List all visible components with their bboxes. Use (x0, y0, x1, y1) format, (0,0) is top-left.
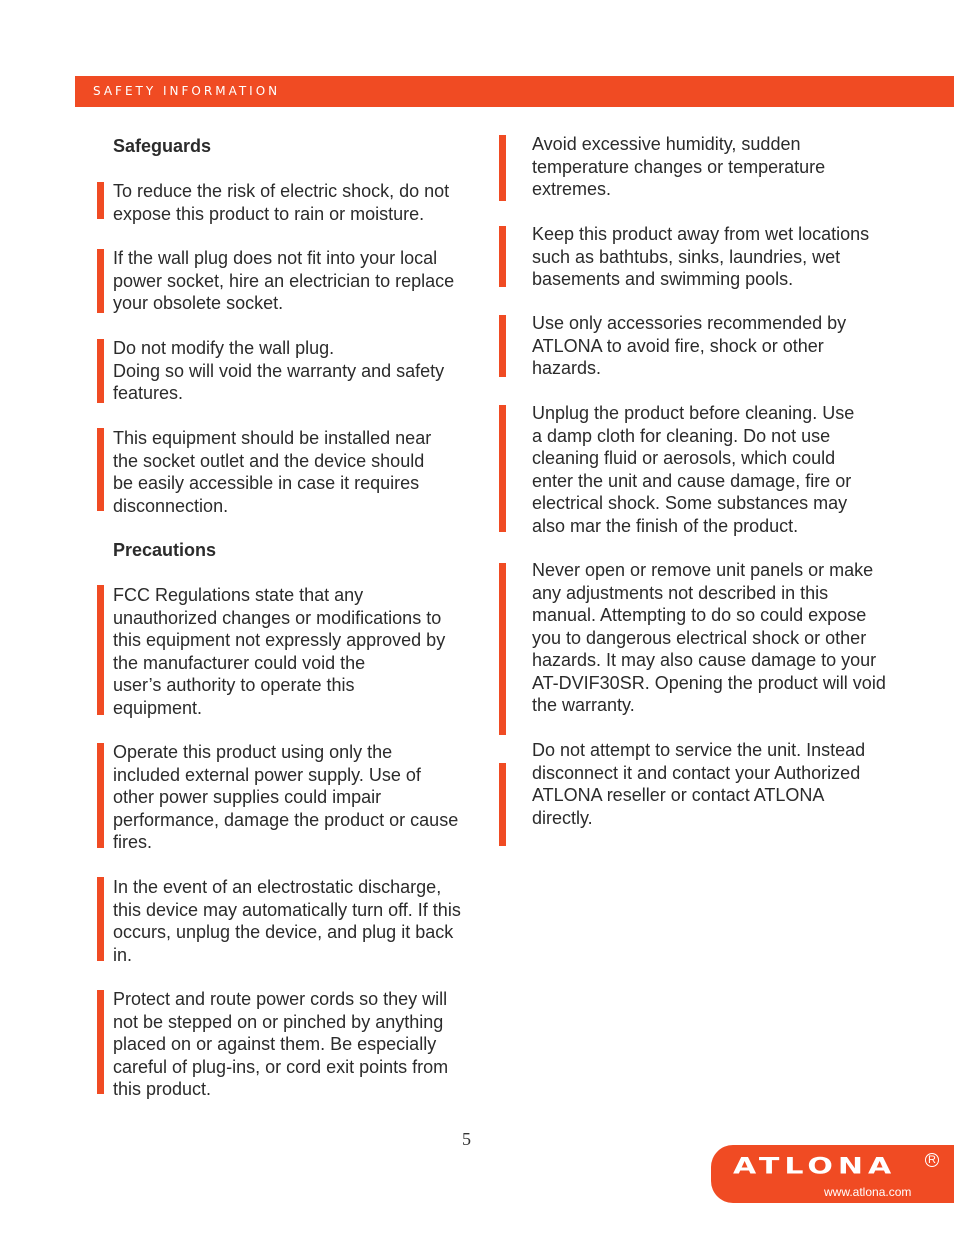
accent-bar (97, 990, 104, 1094)
safeguard-item: This equipment should be installed near the socket outlet and the device should be easily accessible in case it requires disconnection. (113, 428, 432, 516)
safeguards-heading: Safeguards (113, 136, 212, 156)
accent-bar (499, 763, 506, 846)
accent-bar (499, 135, 506, 201)
logo-wordmark: ATLONA (733, 1153, 897, 1180)
safety-item: Avoid excessive humidity, sudden temperature changes or temperature extremes. (532, 134, 826, 199)
accent-bar (97, 339, 104, 403)
safety-item: Do not attempt to service the unit. Instead disconnect it and contact your Authorized ATLONA reseller or contact ATLONA directly. (532, 740, 866, 828)
safeguard-item: If the wall plug does not fit into your local power socket, hire an electrician to replace your obsolete socket. (113, 248, 455, 313)
accent-bar (97, 182, 104, 219)
page-number: 5 (462, 1129, 471, 1149)
safety-item: Unplug the product before cleaning. Use a damp cloth for cleaning. Do not use cleaning fluid or aerosols, which could enter the unit and cause damage, fire or electrical shock. Some substances may also mar the finish of the product. (532, 403, 855, 536)
safety-item: Never open or remove unit panels or make any adjustments not described in this manual. Attempting to do so could expose you to dangerous electrical shock or other hazards. It may also cause damage to your AT-DVIF30SR. Opening the product will void the warranty. (532, 560, 886, 715)
safety-item: Keep this product away from wet locations such as bathtubs, sinks, laundries, wet basements and swimming pools. (532, 224, 870, 289)
precaution-item: Operate this product using only the included external power supply. Use of other power supplies could impair performance, damage the product or cause fires. (113, 742, 459, 852)
accent-bar (97, 249, 104, 313)
accent-bar (499, 226, 506, 287)
accent-bar (499, 405, 506, 532)
precaution-item: In the event of an electrostatic discharge, this device may automatically turn off. If this occurs, unplug the device, and plug it back in. (113, 877, 461, 965)
section-header-band (75, 76, 954, 107)
accent-bar (97, 428, 104, 511)
accent-bar (97, 877, 104, 961)
accent-bar (97, 585, 104, 715)
precaution-item: Protect and route power cords so they will not be stepped on or pinched by anything placed on or against them. Be especially careful of plug-ins, or cord exit points from this product. (113, 989, 449, 1099)
section-title: SAFETY INFORMATION (93, 84, 281, 98)
accent-bar (97, 743, 104, 848)
registered-mark-icon: R (925, 1153, 939, 1167)
precaution-item: FCC Regulations state that any unauthorized changes or modifications to this equipment not expressly approved by the manufacturer could void the user’s authority to operate this equipment. (113, 585, 446, 718)
logo-url: www.atlona.com (824, 1185, 912, 1199)
accent-bar (499, 563, 506, 735)
safeguard-item: Do not modify the wall plug. Doing so will void the warranty and safety features. (113, 338, 445, 403)
safeguard-item: To reduce the risk of electric shock, do not expose this product to rain or moisture. (113, 181, 450, 224)
safety-item: Use only accessories recommended by ATLONA to avoid fire, shock or other hazards. (532, 313, 847, 378)
precautions-heading: Precautions (113, 540, 217, 560)
atlona-logo (711, 1145, 954, 1203)
accent-bar (499, 315, 506, 377)
